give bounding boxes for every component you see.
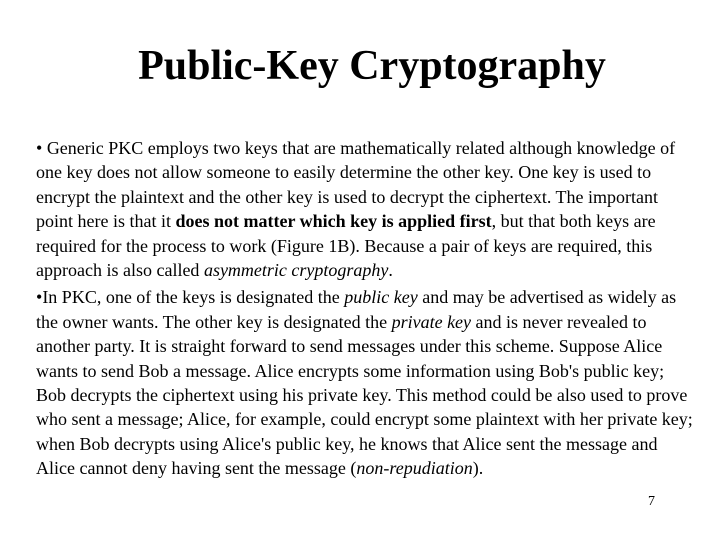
paragraph-text: , but that both keys are required for the process to work (Figure 1B). Because a pair of keys are required, this approach is also called [36, 211, 656, 281]
italic-term: public key [344, 287, 418, 308]
slide-body [36, 136, 696, 481]
bullet: • [36, 138, 43, 158]
italic-term: asymmetric cryptography [203, 260, 389, 281]
paragraph-text: Generic PKC employs two keys that are mathematically related although knowledge of one key does not allow someone to easily determine the other key. One key is used to encrypt the plaintext and the other key is used to decrypt the ciphertext. The important point here is that it [36, 138, 676, 232]
italic-term: private key [391, 311, 472, 332]
paragraph-pkc-overview [36, 136, 696, 282]
bullet: • [36, 287, 43, 308]
paragraph-text: and is never revealed to another party. It is straight forward to send messages under this scheme. Suppose Alice wants to send Bob a message. Alice encrypts some information using Bob's public key; Bob decrypts the ciphertext using his private key. This method could be also used to prove who sent a message; Alice, for example, could encrypt some plaintext with her private key; when Bob decrypts using Alice's public key, he knows that Alice sent the message and Alice cannot deny having sent the message ( [36, 311, 693, 479]
paragraph-text: In PKC, one of the keys is designated the [42, 287, 345, 308]
bold-emphasis: does not matter which key is applied first [175, 211, 492, 232]
paragraph-public-private-keys [36, 285, 696, 480]
slide-title: Public-Key Cryptography [138, 43, 606, 89]
italic-term: non-repudiation [356, 458, 473, 479]
paragraph-text: and may be advertised as widely as the owner wants. The other key is designated the [36, 287, 677, 332]
paragraph-text: . [388, 260, 393, 281]
page-number: 7 [648, 494, 655, 509]
paragraph-text: ). [472, 458, 484, 479]
